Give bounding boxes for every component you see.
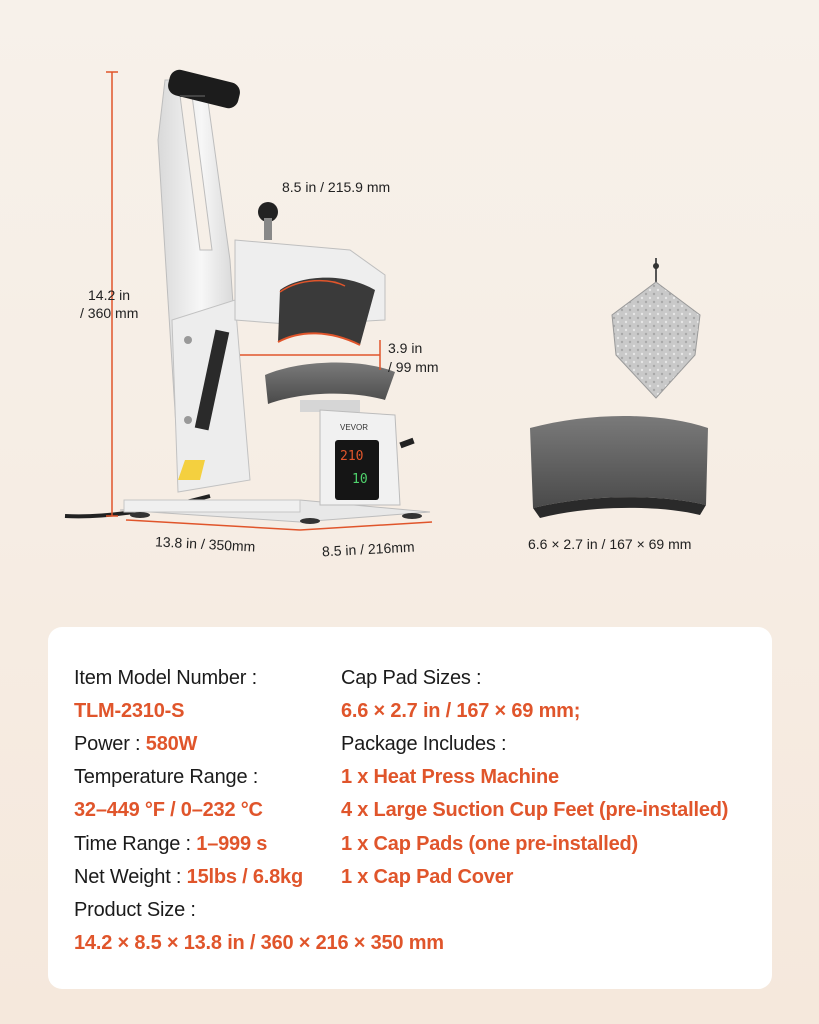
cap-pad — [530, 416, 708, 518]
gap-label-line1: 3.9 in — [388, 340, 423, 356]
control-box — [320, 410, 415, 505]
base-length-label: 13.8 in / 350mm — [154, 533, 256, 555]
pad-sizes-label: Cap Pad Sizes : — [341, 667, 482, 689]
pad-size-label: 6.6 × 2.7 in / 167 × 69 mm — [528, 536, 692, 552]
plate-width-label: 8.5 in / 215.9 mm — [282, 179, 391, 195]
weight-label: Net Weight : — [74, 866, 187, 888]
temp-value: 32–449 °F / 0–232 °C — [74, 799, 263, 821]
package-item: 1 x Heat Press Machine — [341, 766, 559, 788]
size-label: Product Size : — [74, 899, 196, 921]
time-value: 1–999 s — [196, 833, 268, 855]
time-display: 10 — [352, 472, 368, 487]
time-row — [74, 831, 267, 857]
size-value: 14.2 × 8.5 × 13.8 in / 360 × 216 × 350 mm — [74, 932, 444, 954]
cap-pad-cover — [612, 258, 700, 398]
height-label-line1: 14.2 in — [88, 287, 131, 303]
brand-label: VEVOR — [340, 423, 369, 432]
weight-row — [74, 864, 303, 890]
model-label: Item Model Number : — [74, 667, 257, 689]
package-label: Package Includes : — [341, 733, 507, 755]
package-item: 4 x Large Suction Cup Feet (pre-installed) — [341, 799, 729, 821]
lower-platen — [265, 363, 395, 412]
spec-card — [48, 627, 772, 989]
heat-press-head — [235, 202, 385, 345]
power-label: Power : — [74, 733, 146, 755]
power-row — [74, 731, 197, 757]
temp-display: 210 — [340, 449, 364, 464]
package-item: 1 x Cap Pads (one pre-installed) — [341, 833, 639, 855]
temp-label: Temperature Range : — [74, 766, 259, 788]
gap-label-line2: / 99 mm — [388, 359, 439, 375]
power-value: 580W — [145, 733, 198, 755]
package-item: 1 x Cap Pad Cover — [341, 866, 514, 888]
time-label: Time Range : — [74, 833, 197, 855]
base-width-label: 8.5 in / 216mm — [321, 538, 415, 560]
height-label-line2: / 360 mm — [80, 305, 139, 321]
pad-sizes-value: 6.6 × 2.7 in / 167 × 69 mm; — [341, 700, 581, 722]
weight-value: 15lbs / 6.8kg — [186, 866, 303, 888]
model-value: TLM-2310-S — [74, 700, 185, 722]
